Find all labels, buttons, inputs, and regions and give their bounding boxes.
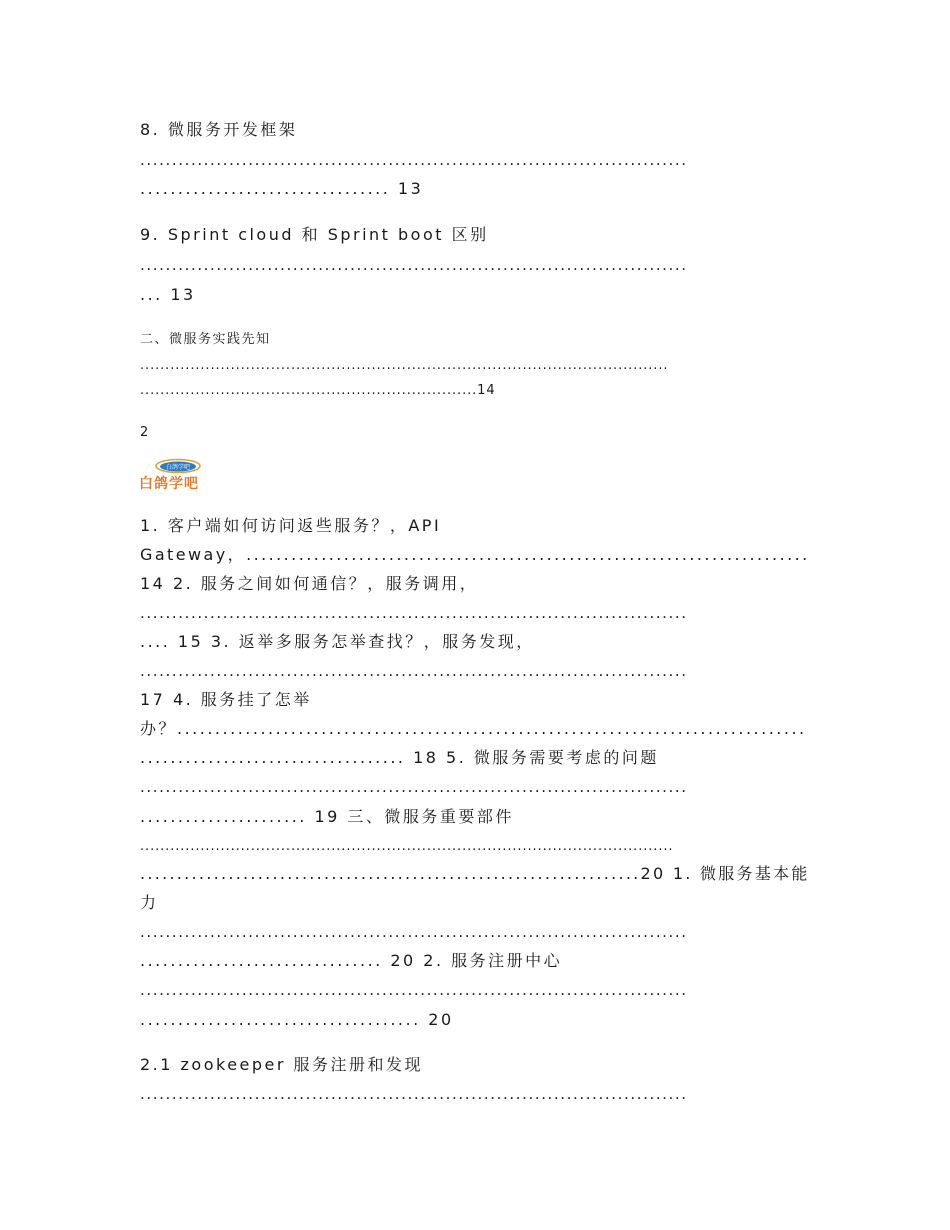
toc-leader: .........................................................................................................	[140, 358, 669, 373]
toc-entry-9: 9. Sprint cloud 和 Sprint boot 区别	[140, 225, 489, 244]
toc-leader: ......................................................................................	[140, 604, 688, 622]
toc-entry-considerations: ................................... 18 5. 微服务需要考虑的问题	[140, 748, 659, 767]
toc-section-2: 二、微服务实践先知	[140, 332, 271, 347]
toc-entry-service-down: 17 4. 服务挂了怎举	[140, 690, 312, 709]
toc-leader: ......................................................................................	[140, 1085, 688, 1103]
toc-leader: ......................................................................................	[140, 662, 688, 680]
toc-leader: ......................................................................................	[140, 923, 688, 941]
svg-text:白鸽学吧: 白鸽学吧	[165, 464, 191, 471]
toc-entry-service-discovery: .... 15 3. 返举多服务怎举查找？，服务发现，	[140, 632, 535, 651]
toc-entry-service-call: 14 2. 服务之间如何通信？，服务调用，	[140, 574, 479, 593]
page-number: 2	[140, 425, 150, 440]
site-logo	[138, 458, 218, 492]
toc-leader: ......................................................................................	[140, 981, 688, 999]
toc-leader: ......................................................................................	[140, 151, 688, 169]
toc-leader: ......................................................................................	[140, 778, 688, 796]
toc-leader: ......................................................................................	[140, 256, 688, 274]
toc-leader-page: ..................................... 20	[140, 1010, 454, 1029]
toc-entry-basic-capability: ....................................................................20 1. 微服务基本能	[140, 864, 810, 883]
toc-section-3: ...................... 19 三、微服务重要部件	[140, 807, 514, 826]
toc-leader-page: ...................................................................14	[140, 383, 496, 398]
toc-entry-zookeeper: 2.1 zookeeper 服务注册和发现	[140, 1055, 424, 1074]
toc-entry-8: 8. 微服务开发框架	[140, 120, 298, 139]
toc-entry-registry: ................................ 20 2. 服务注册中心	[140, 951, 563, 970]
svg-text:白鸽学吧: 白鸽学吧	[139, 476, 199, 492]
toc-leader-page: ................................. 13	[140, 179, 424, 198]
toc-leader-page: ... 13	[140, 285, 196, 304]
toc-entry-basic-capability-cont: 力	[140, 893, 159, 912]
toc-leader: ..........................................................................................................	[140, 839, 674, 854]
logo-icon	[138, 458, 218, 492]
toc-entry-client-access: 1. 客户端如何访问返些服务？，API	[140, 516, 442, 535]
toc-entry-service-down-cont: 办？...................................................................................	[140, 719, 807, 738]
toc-entry-gateway: Gateway，...........................................................................	[140, 545, 810, 564]
